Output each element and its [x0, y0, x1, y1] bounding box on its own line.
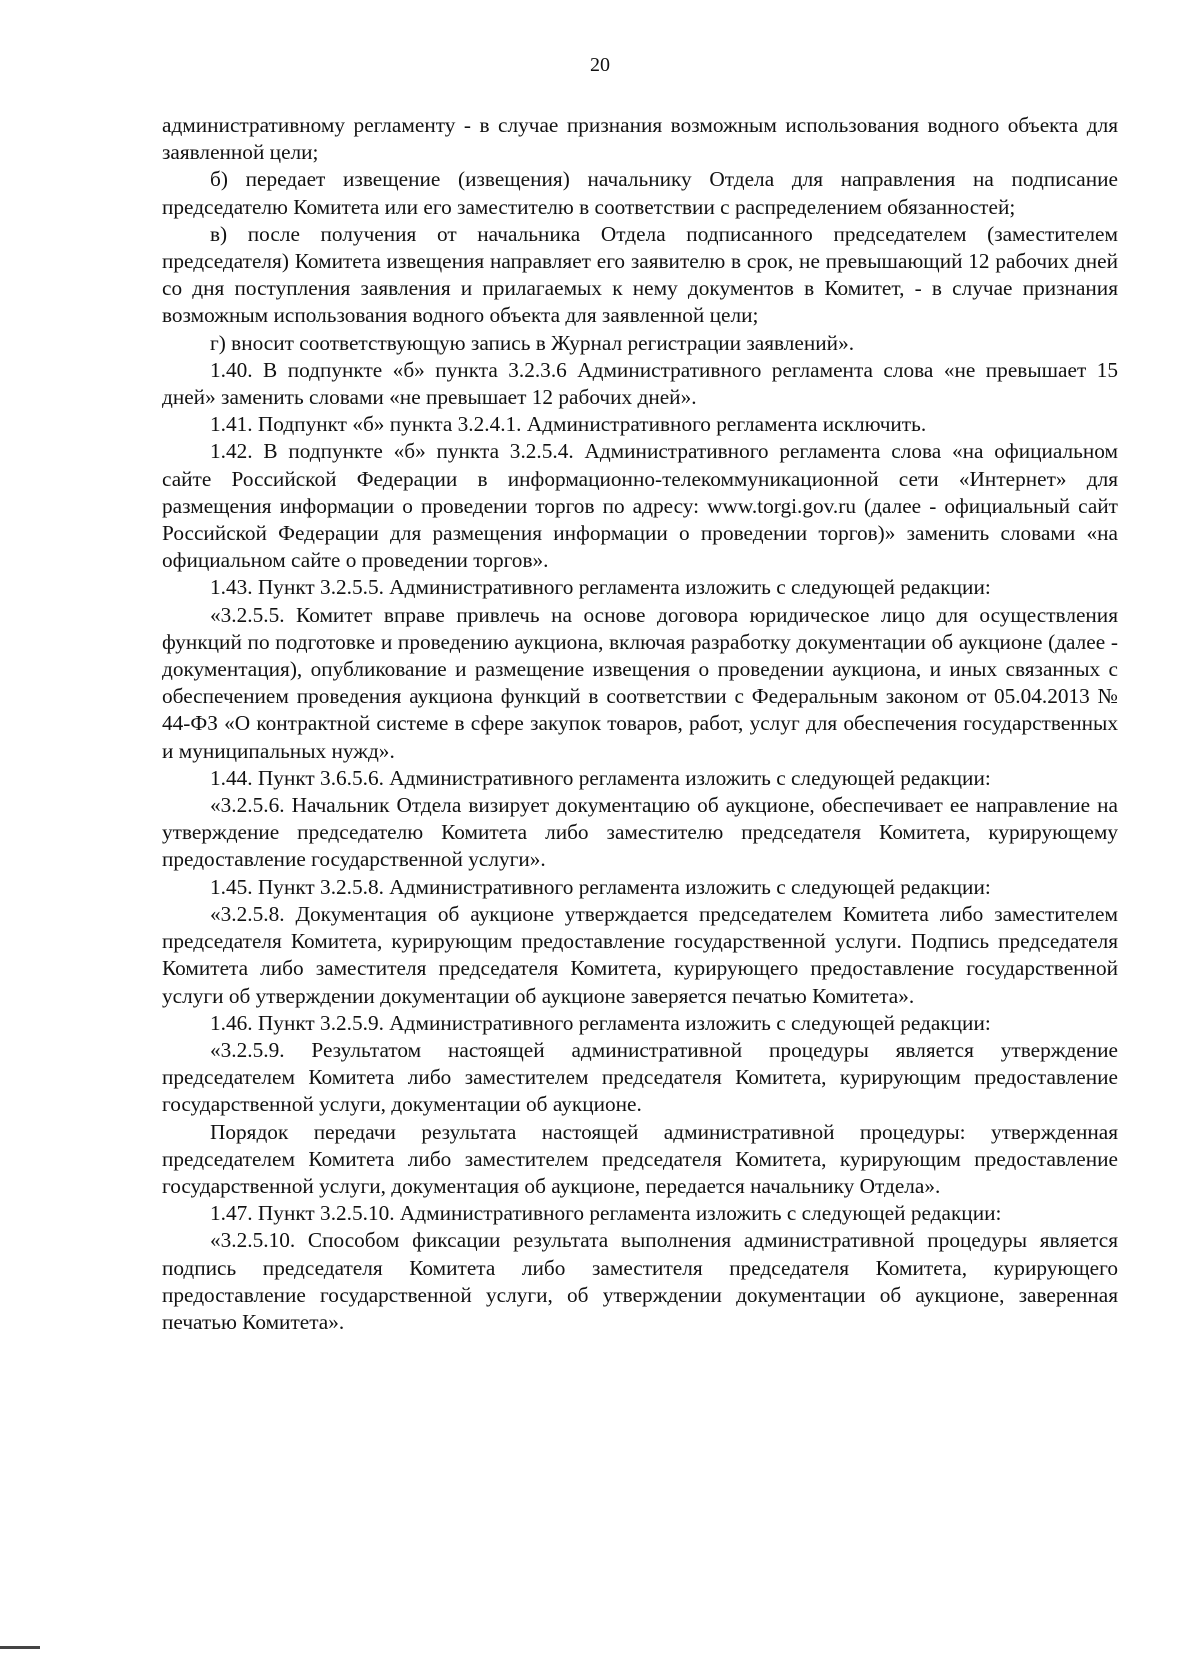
page-number: 20 [590, 54, 610, 76]
paragraph-transfer-procedure: Порядок передачи результата настоящей административной процедуры: утвержденная председателем Комитета либо заместителем председателя Комитета, курирующим предоставление государственной услуги, документация об аукционе, передается начальнику Отдела». [162, 1119, 1118, 1198]
paragraph-3-2-5-10: «3.2.5.10. Способом фиксации результата выполнения административной процедуры является подпись председателя Комитета либо заместителя председателя Комитета, курирующего предоставление государственной услуги, об утверждении документации об аукционе, заверенная печатью Комитета». [162, 1228, 1118, 1334]
document-body [162, 112, 1118, 1336]
paragraph-1-46: 1.46. Пункт 3.2.5.9. Административного регламента изложить с следующей редакции: [210, 1010, 991, 1035]
paragraph-regulation-continuation: административному регламенту - в случае признания возможным использования водного объекта для заявленной цели; [162, 113, 1118, 165]
paragraph-3-2-5-8: «3.2.5.8. Документация об аукционе утверждается председателем Комитета либо заместителем председателя Комитета, курирующим предоставление государственной услуги. Подпись председателя Комитета либо заместителя председателя Комитета, курирующего предоставление государственной услуги об утверждении документации об аукционе заверяется печатью Комитета». [162, 901, 1118, 1008]
paragraph-1-47: 1.47. Пункт 3.2.5.10. Административного регламента изложить с следующей редакции: [210, 1201, 1002, 1226]
paragraph-1-45: 1.45. Пункт 3.2.5.8. Административного регламента изложить с следующей редакции: [210, 874, 991, 899]
paragraph-1-42: 1.42. В подпункте «б» пункта 3.2.5.4. Административного регламента слова «на официальном сайте Российской Федерации в информационно-телекоммуникационной сети «Интернет» для размещения информации о проведении торгов по адресу: www.torgi.gov.ru (далее - официальный сайт Российской Федерации для размещения информации о проведении торгов)» заменить словами «на официальном сайте о проведении торгов». [162, 439, 1118, 573]
paragraph-3-2-5-5: «3.2.5.5. Комитет вправе привлечь на основе договора юридическое лицо для осуществления функций по подготовке и проведению аукциона, включая разработку документации об аукционе (далее - документация), опубликование и размещение извещения о проведении аукциона, и иных связанных с обеспечением проведения аукциона функций в соответствии с Федеральным законом от 05.04.2013 № 44-ФЗ «О контрактной системе в сфере закупок товаров, работ, услуг для обеспечения государственных и муниципальных нужд». [162, 602, 1118, 763]
paragraph-3-2-5-9: «3.2.5.9. Результатом настоящей административной процедуры является утверждение председателем Комитета либо заместителем председателя Комитета, курирующим предоставление государственной услуги, документации об аукционе. [162, 1037, 1118, 1117]
paragraph-item-g: г) вносит соответствующую запись в Журнал регистрации заявлений». [210, 330, 855, 355]
paragraph-1-43: 1.43. Пункт 3.2.5.5. Административного регламента изложить с следующей редакции: [210, 575, 991, 600]
paragraph-item-v: в) после получения от начальника Отдела подписанного председателем (заместителем председателя) Комитета извещения направляет его заявителю в срок, не превышающий 12 рабочих дней со дня поступления заявления и прилагаемых к нему документов в Комитет, - в случае признания возможным использования водного объекта для заявленной цели; [162, 221, 1118, 328]
paragraph-item-b: б) передает извещение (извещения) начальнику Отдела для направления на подписание председателю Комитета или его заместителю в соответствии с распределением обязанностей; [162, 167, 1118, 219]
paragraph-1-44: 1.44. Пункт 3.6.5.6. Административного регламента изложить с следующей редакции: [210, 765, 991, 790]
paragraph-1-40: 1.40. В подпункте «б» пункта 3.2.3.6 Административного регламента слова «не превышает 15 дней» заменить словами «не превышает 12 рабочих дней». [162, 357, 1118, 410]
paragraph-3-2-5-6: «3.2.5.6. Начальник Отдела визирует документацию об аукционе, обеспечивает ее направление на утверждение председателю Комитета либо заместителю председателя Комитета, курирующему предоставление государственной услуги». [162, 793, 1118, 872]
scan-edge-mark [0, 1646, 40, 1649]
paragraph-1-41: 1.41. Подпункт «б» пункта 3.2.4.1. Административного регламента исключить. [210, 412, 927, 437]
